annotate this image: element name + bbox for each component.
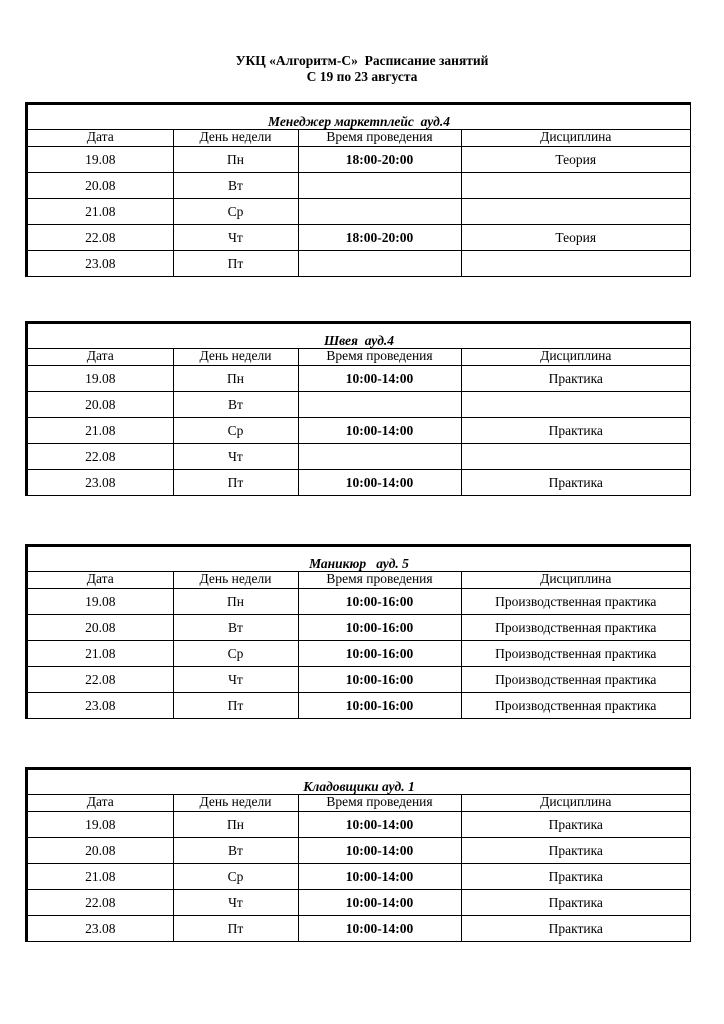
cell-time: 10:00-14:00 [298,812,461,838]
cell-time: 10:00-14:00 [298,418,461,444]
table-row [28,641,690,667]
cell-time: 18:00-20:00 [298,225,461,251]
cell-weekday: Вт [173,838,298,864]
cell-weekday: Пт [173,916,298,942]
cell-discipline: Производственная практика [461,589,690,615]
cell-discipline [461,173,690,199]
column-header-discipline: Дисциплина [461,795,690,812]
cell-weekday: Ср [173,199,298,225]
column-header-discipline: Дисциплина [461,130,690,147]
cell-weekday: Чт [173,667,298,693]
column-header-weekday: День недели [173,795,298,812]
cell-discipline [461,251,690,277]
column-header-weekday: День недели [173,130,298,147]
table-row [28,225,690,251]
document-title: УКЦ «Алгоритм-С» Расписание занятий [235,53,489,68]
cell-weekday: Вт [173,615,298,641]
cell-date: 23.08 [28,470,173,496]
table-row [28,147,690,173]
cell-time: 10:00-16:00 [298,641,461,667]
cell-discipline: Производственная практика [461,693,690,719]
table-header-row [28,572,690,589]
schedule-title: Маникюр ауд. 5 [28,547,690,572]
column-header-discipline: Дисциплина [461,572,690,589]
table-row [28,199,690,225]
table-row [28,693,690,719]
column-header-discipline: Дисциплина [461,349,690,366]
cell-date: 22.08 [28,444,173,470]
column-header-weekday: День недели [173,349,298,366]
cell-discipline [461,199,690,225]
cell-weekday: Пт [173,470,298,496]
table-row [28,589,690,615]
cell-discipline: Практика [461,890,690,916]
schedule-title: Менеджер маркетплейс ауд.4 [28,105,690,130]
cell-date: 21.08 [28,418,173,444]
column-header-date: Дата [28,795,173,812]
cell-time [298,392,461,418]
schedule-grid [28,572,690,718]
cell-discipline: Практика [461,366,690,392]
cell-discipline: Теория [461,147,690,173]
cell-time [298,251,461,277]
cell-discipline [461,392,690,418]
cell-weekday: Пт [173,693,298,719]
cell-discipline: Производственная практика [461,667,690,693]
column-header-date: Дата [28,572,173,589]
cell-date: 20.08 [28,392,173,418]
cell-discipline [461,444,690,470]
schedule-table-marketplace-manager [25,102,691,277]
table-row [28,173,690,199]
cell-date: 19.08 [28,812,173,838]
cell-weekday: Чт [173,225,298,251]
cell-date: 23.08 [28,251,173,277]
table-row [28,890,690,916]
cell-weekday: Чт [173,890,298,916]
cell-weekday: Ср [173,418,298,444]
column-header-date: Дата [28,349,173,366]
cell-weekday: Чт [173,444,298,470]
table-row [28,812,690,838]
cell-time: 10:00-14:00 [298,916,461,942]
cell-time: 10:00-14:00 [298,470,461,496]
cell-time: 10:00-16:00 [298,693,461,719]
table-row [28,251,690,277]
schedule-grid [28,130,690,276]
cell-time: 10:00-14:00 [298,864,461,890]
cell-date: 19.08 [28,589,173,615]
column-header-time: Время проведения [298,130,461,147]
cell-discipline: Производственная практика [461,641,690,667]
cell-time [298,199,461,225]
column-header-time: Время проведения [298,795,461,812]
cell-discipline: Практика [461,916,690,942]
table-header-row [28,349,690,366]
document-subtitle: С 19 по 23 августа [306,69,418,84]
cell-date: 23.08 [28,693,173,719]
table-row [28,864,690,890]
table-header-row [28,795,690,812]
table-row [28,392,690,418]
cell-date: 22.08 [28,890,173,916]
cell-weekday: Пн [173,366,298,392]
table-row [28,916,690,942]
cell-time: 18:00-20:00 [298,147,461,173]
table-row [28,366,690,392]
cell-discipline: Практика [461,418,690,444]
document-header [0,53,724,85]
cell-weekday: Пн [173,812,298,838]
column-header-time: Время проведения [298,572,461,589]
table-row [28,667,690,693]
cell-weekday: Пн [173,589,298,615]
cell-date: 20.08 [28,838,173,864]
cell-time: 10:00-14:00 [298,890,461,916]
cell-date: 19.08 [28,366,173,392]
cell-time: 10:00-16:00 [298,615,461,641]
schedule-grid [28,349,690,495]
table-row [28,470,690,496]
table-row [28,418,690,444]
schedule-table-manicure [25,544,691,719]
cell-time: 10:00-16:00 [298,667,461,693]
cell-weekday: Ср [173,864,298,890]
cell-time: 10:00-14:00 [298,366,461,392]
schedule-grid [28,795,690,941]
cell-discipline: Практика [461,812,690,838]
cell-weekday: Пн [173,147,298,173]
cell-time: 10:00-16:00 [298,589,461,615]
schedule-title: Кладовщики ауд. 1 [28,770,690,795]
cell-date: 23.08 [28,916,173,942]
cell-date: 21.08 [28,199,173,225]
cell-time [298,173,461,199]
cell-weekday: Вт [173,392,298,418]
cell-date: 20.08 [28,173,173,199]
cell-time [298,444,461,470]
cell-discipline: Практика [461,838,690,864]
table-header-row [28,130,690,147]
cell-date: 21.08 [28,641,173,667]
table-row [28,444,690,470]
cell-date: 19.08 [28,147,173,173]
cell-weekday: Вт [173,173,298,199]
column-header-date: Дата [28,130,173,147]
cell-date: 20.08 [28,615,173,641]
cell-discipline: Практика [461,864,690,890]
cell-time: 10:00-14:00 [298,838,461,864]
schedule-title: Швея ауд.4 [28,324,690,349]
column-header-time: Время проведения [298,349,461,366]
cell-date: 22.08 [28,225,173,251]
cell-weekday: Пт [173,251,298,277]
table-row [28,615,690,641]
cell-discipline: Производственная практика [461,615,690,641]
table-row [28,838,690,864]
schedule-table-storekeepers [25,767,691,942]
cell-discipline: Теория [461,225,690,251]
schedule-table-seamstress [25,321,691,496]
cell-weekday: Ср [173,641,298,667]
cell-date: 21.08 [28,864,173,890]
column-header-weekday: День недели [173,572,298,589]
cell-date: 22.08 [28,667,173,693]
cell-discipline: Практика [461,470,690,496]
